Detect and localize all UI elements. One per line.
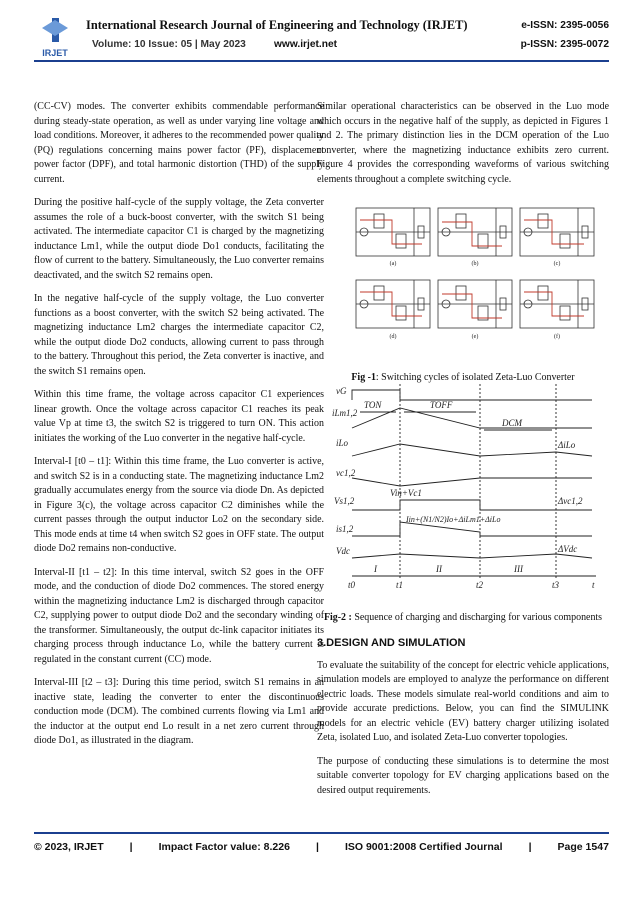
page-header (34, 12, 609, 84)
footer-iso: ISO 9001:2008 Certified Journal (344, 841, 503, 853)
footer-copyright: © 2023, IRJET (34, 841, 104, 853)
footer-rule (34, 832, 609, 834)
fig2-caption-text: Sequence of charging and discharging for various components (351, 611, 603, 623)
e-issn: e-ISSN: 2395-0056 (521, 20, 609, 31)
right-intro-paragraph: Similar operational characteristics can be observed in the Luo mode which occurs in the negative half of the supply, as depicted in Figures 1 and 2. The primary distinction lies in the DCM operation of the Luo converter, where the magnetizing inductance exhibits zero current. Figure 4 provides the corresponding waveforms of various switching elements throughout a complete switching cycle. (317, 101, 609, 185)
left-paragraph: Interval-I [t0 – t1]: Within this time frame, the Luo converter is active, and switch S2 is in a conducting state. The magnetizing inductance Lm2 gradually accumulates energy from the source via diode Dn. As depicted in Figure 3(c), the voltage across capacitor C2 diminishes while the current passes through the output inductor Lo2 on the secondary side. This mode ends at time t4 when switch S2 goes in OFF state. The output diode Do2 remains non-conductive. (34, 456, 324, 554)
footer-separator: | (315, 841, 319, 853)
left-column (34, 100, 324, 758)
interval-label-3: III (514, 564, 523, 574)
circuit-panel-b (438, 208, 512, 256)
left-paragraph: (CC-CV) modes. The converter exhibits commendable performance during steady-state operation, as well as under varying line voltage and load conditions. Moreover, it adheres to the recommended power quality (PQ) regulations concerning mains power factor (PF), displacement power factor (DPF), and total harmonic distortion (THD) of the supply current. (34, 101, 324, 185)
fig2-caption-label: Fig-2 : (323, 611, 352, 623)
footer-separator: | (528, 841, 532, 853)
footer-separator: | (129, 841, 133, 853)
left-paragraph: In the negative half-cycle of the supply voltage, the Luo converter functions as a boost converter, with the switch S2 being activated. The magnetizing inductance Lm2 charges the intermediate capacitor C2, while the output diode Do2 conducts, allowing current to pass through to the battery. Throughout this period, the Zeta converter is inactive, and the switch S1 remains open. (34, 293, 324, 377)
fig2-waveforms (330, 382, 602, 592)
label-ton: TON (364, 400, 382, 410)
panel-label: (d) (389, 334, 397, 340)
label-vdc: Vdc (336, 546, 350, 556)
fig1-caption-text: : Switching cycles of isolated Zeta-Luo Converter (375, 372, 575, 383)
circuit-panel-c (520, 208, 594, 256)
header-rule (34, 60, 609, 62)
panel-label: (f) (554, 334, 560, 340)
left-paragraph: During the positive half-cycle of the supply voltage, the Zeta converter assumes the role of a buck-boost converter, with the switch S1 being activated. The intermediate capacitor C1 is charged by the magnetizing inductance Lm1, while the output diode Do1 conducts, facilitating the flow of current to the battery. Simultaneously, the Luo converter remains deactivated, and the switch S2 remains open. (34, 197, 324, 281)
footer-text (34, 841, 609, 853)
circuit-panel-a (356, 208, 430, 256)
right-paragraph: The purpose of conducting these simulations is to determine the most suitable converter topology for EV charging applications based on the desired output requirements. (317, 755, 609, 796)
label-dilo: ΔiLo (558, 440, 576, 450)
label-t3: t3 (552, 580, 560, 590)
website-link[interactable]: www.irjet.net (274, 39, 338, 50)
irjet-logo (34, 16, 76, 60)
volume-issue: Volume: 10 Issue: 05 | May 2023 (92, 39, 246, 50)
section-heading: 3.DESIGN AND SIMULATION (317, 637, 466, 649)
label-vc: vc1,2 (336, 468, 356, 478)
circuit-panel-f (520, 280, 594, 328)
fig1-switching-cycle-circuits (352, 200, 598, 345)
label-is: is1,2 (336, 524, 354, 534)
fig1-caption-label: Fig -1 (351, 372, 376, 383)
journal-title: International Research Journal of Engineering and Technology (IRJET) (86, 18, 468, 32)
fig2-caption (317, 611, 609, 625)
left-paragraph: Within this time frame, the voltage across capacitor C1 experiences linear growth. Once the voltage across capacitor C1 reaches its peak value Vp at time t3, the switch S2 is triggered to turn ON. This action initiates the working of the Luo converter in the negative half-cycle. (34, 389, 324, 444)
label-vs: Vs1,2 (334, 496, 355, 506)
label-dvdc: ΔVdc (558, 544, 578, 554)
label-t1: t1 (396, 580, 404, 590)
p-issn: p-ISSN: 2395-0072 (520, 39, 609, 50)
label-toff: TOFF (430, 400, 453, 410)
left-paragraph: Interval-II [t1 – t2]: In this time interval, switch S2 goes in the OFF mode, and the conduction of diode Do2 commences. The stored energy within the magnetizing inductance Lm2 is discharged through capacitor C2, supplying power to output diode Do2 and the secondary winding of the transformer. Simultaneously, the output dc-link capacitor initiates its charging process through inductance Lo, while the battery current is regulated in the constant current (CC) mode. (34, 566, 324, 665)
label-t: t (592, 580, 595, 590)
panel-label: (e) (471, 334, 479, 340)
right-paragraph: To evaluate the suitability of the concept for electric vehicle applications, simulation models are employed to analyze the performance on different electric loads. These models simulate real-world conditions and aim to provide accurate predictions. Below, you can find the SIMULINK models for an electric vehicle (EV) battery charger utilizing isolated Zeta, isolated Luo, and isolated Zeta-Luo converter topologies. (317, 659, 609, 743)
label-vin-vc: Vin+Vc1 (390, 488, 422, 498)
interval-label-2: II (436, 564, 442, 574)
footer-impact-factor: Impact Factor value: 8.226 (158, 841, 290, 853)
label-t0: t0 (348, 580, 356, 590)
circuit-panel-d (356, 280, 430, 328)
label-i-expression: Iin+(N1/N2)Io+ΔiLm1+ΔiLo (406, 515, 501, 524)
logo-text: IRJET (42, 48, 68, 58)
panel-label: (b) (471, 261, 479, 267)
label-t2: t2 (476, 580, 484, 590)
panel-label: (a) (389, 261, 397, 267)
label-dcm: DCM (502, 418, 522, 428)
label-dvc: Δvc1,2 (558, 496, 583, 506)
interval-label-1: I (374, 564, 377, 574)
left-paragraph: Interval-III [t2 – t3]: During this time period, switch S1 remains in an inactive state, leading the converter to enter the discontinuous conduction mode (DCM). The combined currents flowing via Lm1 and the inductor at the output end Lo result in a net zero current through diode Do1, as illustrated in the diagram. (34, 677, 324, 746)
label-ilo: iLo (336, 438, 349, 448)
panel-label: (c) (553, 261, 561, 267)
label-vg: vG (336, 386, 347, 396)
label-ilm: iLm1,2 (332, 408, 358, 418)
circuit-panel-e (438, 280, 512, 328)
footer-page-number: Page 1547 (557, 841, 609, 853)
